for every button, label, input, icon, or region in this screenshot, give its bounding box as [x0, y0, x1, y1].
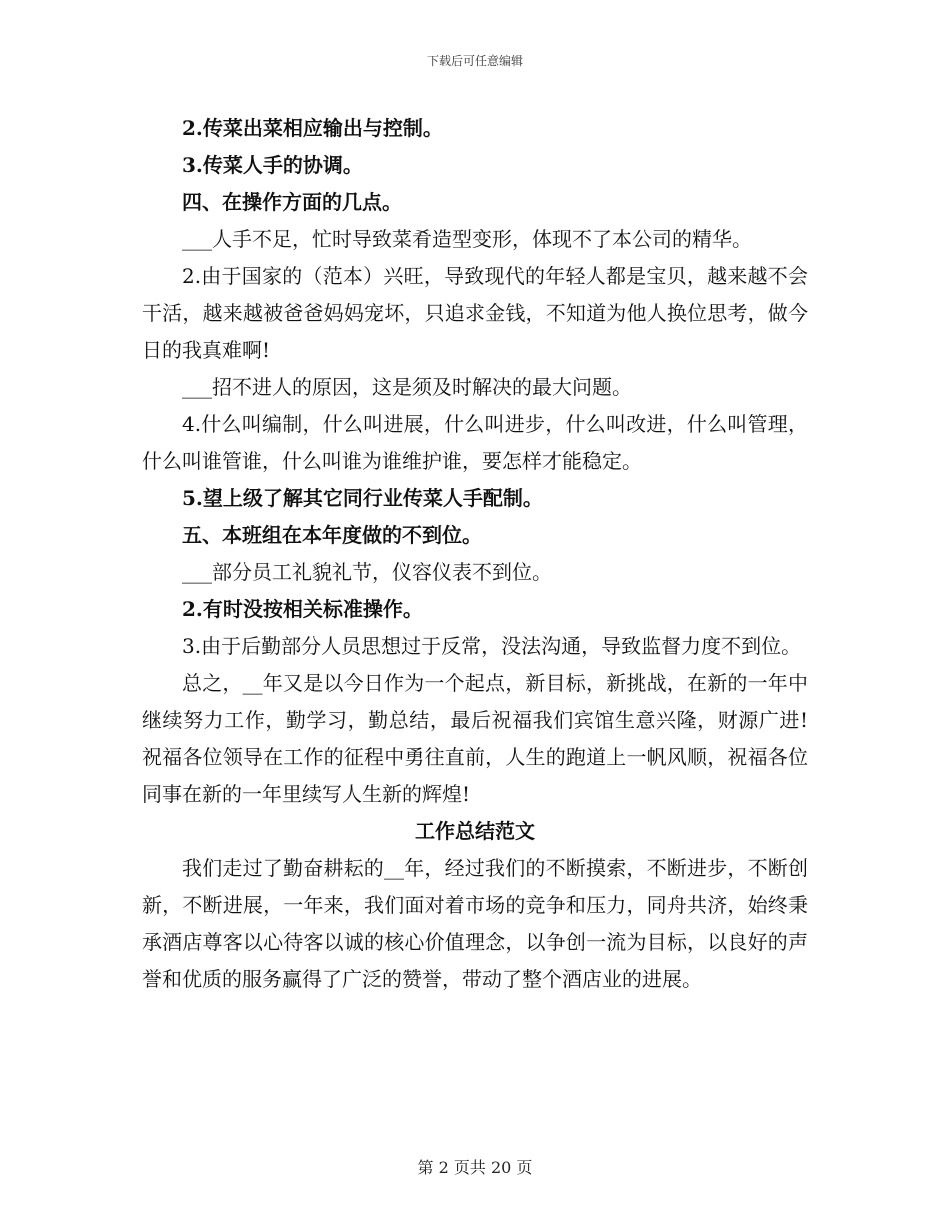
page-footer: 第 2 页共 20 页: [417, 1158, 533, 1177]
paragraph-13: 总之，__年又是以今日作为一个起点，新目标，新挑战，在新的一年中继续努力工作，勤学习，勤总结，最后祝福我们宾馆生意兴隆，财源广进!祝福各位领导在工作的征程中勇往直前，人生的跑道上一帆风顺，祝福各位同事在新的一年里续写人生新的辉煌!: [142, 671, 808, 806]
document-body: [142, 110, 808, 998]
paragraph-7: 4.什么叫编制，什么叫进展，什么叫进步，什么叫改进，什么叫管理，什么叫谁管谁，什么叫谁为谁维护谁，要怎样才能稳定。: [142, 412, 808, 473]
paragraph-5: 2.由于国家的（范本）兴旺，导致现代的年轻人都是宝贝，越来越不会干活，越来越被爸爸妈妈宠坏，只追求金钱，不知道为他人换位思考，做今日的我真难啊!: [142, 264, 808, 362]
page-header: 下载后可任意编辑: [426, 54, 523, 68]
paragraph-4: ___人手不足，忙时导致菜肴造型变形，体现不了本公司的精华。: [182, 227, 752, 251]
section-heading-5: 五、本班组在本年度做的不到位。: [182, 523, 482, 547]
paragraph-11: 2.有时没按相关标准操作。: [182, 597, 423, 621]
paragraph-10: ___部分员工礼貌礼节，仪容仪表不到位。: [182, 560, 552, 584]
paragraph-2: 3.传菜人手的协调。: [182, 153, 363, 177]
paragraph-12: 3.由于后勤部分人员思想过于反常，没法沟通，导致监督力度不到位。: [182, 634, 802, 658]
paragraph-1: 2.传菜出菜相应输出与控制。: [182, 116, 443, 140]
paragraph-6: ___招不进人的原因，这是须及时解决的最大问题。: [182, 375, 632, 399]
section-heading-4: 四、在操作方面的几点。: [182, 190, 402, 214]
final-paragraph: 我们走过了勤奋耕耘的__年，经过我们的不断摸索，不断进步，不断创新，不断进展，一年来，我们面对着市场的竞争和压力，同舟共济，始终秉承酒店尊客以心待客以诚的核心价值理念，以争创一流为目标，以良好的声誉和优质的服务赢得了广泛的赞誉，带动了整个酒店业的进展。: [142, 856, 808, 991]
section-title: 工作总结范文: [415, 819, 535, 843]
paragraph-8: 5.望上级了解其它同行业传菜人手配制。: [182, 486, 543, 510]
